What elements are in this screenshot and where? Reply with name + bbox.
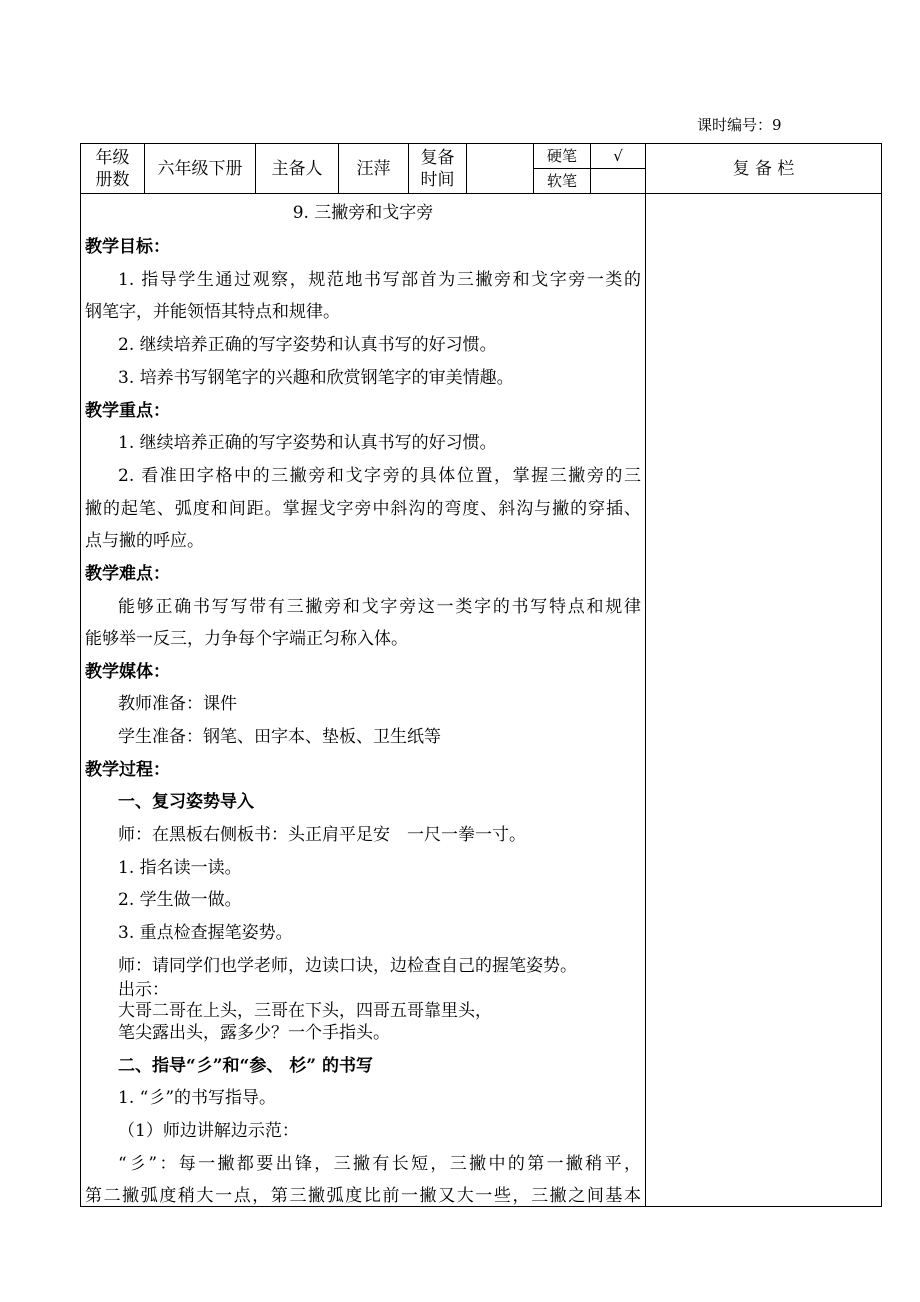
section-1-step-3: 3. 重点检查握笔姿势。 (118, 923, 293, 943)
review-time-label-cell (409, 144, 466, 193)
section-1-rhyme-line-2: 笔尖露出头，露多少？一个手指头。 (118, 1023, 390, 1043)
difficulty-heading: 教学难点： (85, 564, 170, 584)
objectives-heading: 教学目标： (85, 237, 170, 257)
review-time-label: 复备 时间 (420, 147, 455, 190)
section-1-teacher-board: 师：在黑板右侧板书：头正肩平足安 一尺一拳一寸。 (118, 825, 526, 845)
lesson-number: 课时编号：9 (697, 116, 782, 134)
hard-pen-label: 硬笔 (546, 147, 577, 165)
media-student: 学生准备：钢笔、田字本、垫板、卫生纸等 (118, 727, 441, 747)
section-2-description-line-1: “彡”：每一撇都要出锋，三撇有长短，三撇中的第一撇稍平， (118, 1154, 641, 1174)
section-2-step-1: 1. “彡”的书写指导。 (118, 1088, 277, 1108)
objective-1-line-2: 钢笔字，并能领悟其特点和规律。 (85, 302, 340, 322)
objective-1-line-1: 1. 指导学生通过观察，规范地书写部首为三撇旁和戈字旁一类的 (118, 270, 641, 290)
section-1-step-2: 2. 学生做一做。 (118, 890, 242, 910)
preparer-label: 主备人 (271, 158, 323, 179)
section-1-teacher-instruction: 师：请同学们也学老师，边读口诀，边检查自己的握笔姿势。 (118, 956, 577, 976)
key-point-2-line-1: 2. 看准田字格中的三撇旁和戈字旁的具体位置，掌握三撇旁的三 (118, 466, 641, 486)
review-column-label: 复 备 栏 (732, 158, 795, 179)
grade-value-cell (145, 144, 255, 193)
section-1-heading: 一、复习姿势导入 (118, 792, 254, 812)
section-1-rhyme-line-1: 大哥二哥在上头，三哥在下头，四哥五哥靠里头， (118, 1001, 492, 1021)
media-teacher: 教师准备：课件 (118, 694, 237, 714)
lesson-title: 9. 三撇旁和戈字旁 (292, 203, 434, 223)
section-1-step-1: 1. 指名读一读。 (118, 858, 242, 878)
key-point-2-line-3: 点与撇的呼应。 (85, 531, 204, 551)
hard-pen-check: √ (613, 147, 623, 165)
preparer-value-cell (339, 144, 408, 193)
soft-pen-label-cell (534, 169, 590, 193)
objective-2: 2. 继续培养正确的写字姿势和认真书写的好习惯。 (118, 335, 497, 355)
header-bottom-border (80, 193, 882, 194)
preparer-value: 汪萍 (356, 158, 391, 179)
objective-3: 3. 培养书写钢笔字的兴趣和欣赏钢笔字的审美情趣。 (118, 368, 514, 388)
difficulty-line-2: 能够举一反三，力争每个字端正匀称入体。 (85, 629, 408, 649)
hard-pen-value-cell (591, 144, 645, 168)
grade-value: 六年级下册 (157, 158, 243, 179)
review-column-divider (645, 143, 646, 1207)
key-points-heading: 教学重点： (85, 401, 170, 421)
hard-pen-label-cell (534, 144, 590, 168)
key-point-2-line-2: 撇的起笔、弧度和间距。掌握戈字旁中斜沟的弯度、斜沟与撇的穿插、 (85, 499, 641, 519)
grade-label-cell (81, 144, 144, 193)
process-heading: 教学过程： (85, 760, 170, 780)
review-time-value-cell (467, 144, 533, 193)
section-2-heading: 二、指导“彡”和“参、 杉” 的书写 (118, 1056, 373, 1076)
section-1-show-label: 出示： (118, 980, 169, 1000)
key-point-1: 1. 继续培养正确的写字姿势和认真书写的好习惯。 (118, 433, 497, 453)
review-column-header-cell (646, 144, 881, 193)
grade-label: 年级 册数 (95, 147, 130, 190)
soft-pen-label: 软笔 (546, 172, 577, 190)
media-heading: 教学媒体： (85, 662, 170, 682)
section-2-sub-1: （1）师边讲解边示范： (118, 1121, 299, 1141)
difficulty-line-1: 能够正确书写写带有三撇旁和戈字旁这一类字的书写特点和规律 (118, 597, 641, 617)
preparer-label-cell (256, 144, 338, 193)
section-2-description-line-2: 第二撇弧度稍大一点，第三撇弧度比前一撇又大一些，三撇之间基本 (85, 1186, 641, 1206)
soft-pen-value-cell (591, 169, 645, 193)
